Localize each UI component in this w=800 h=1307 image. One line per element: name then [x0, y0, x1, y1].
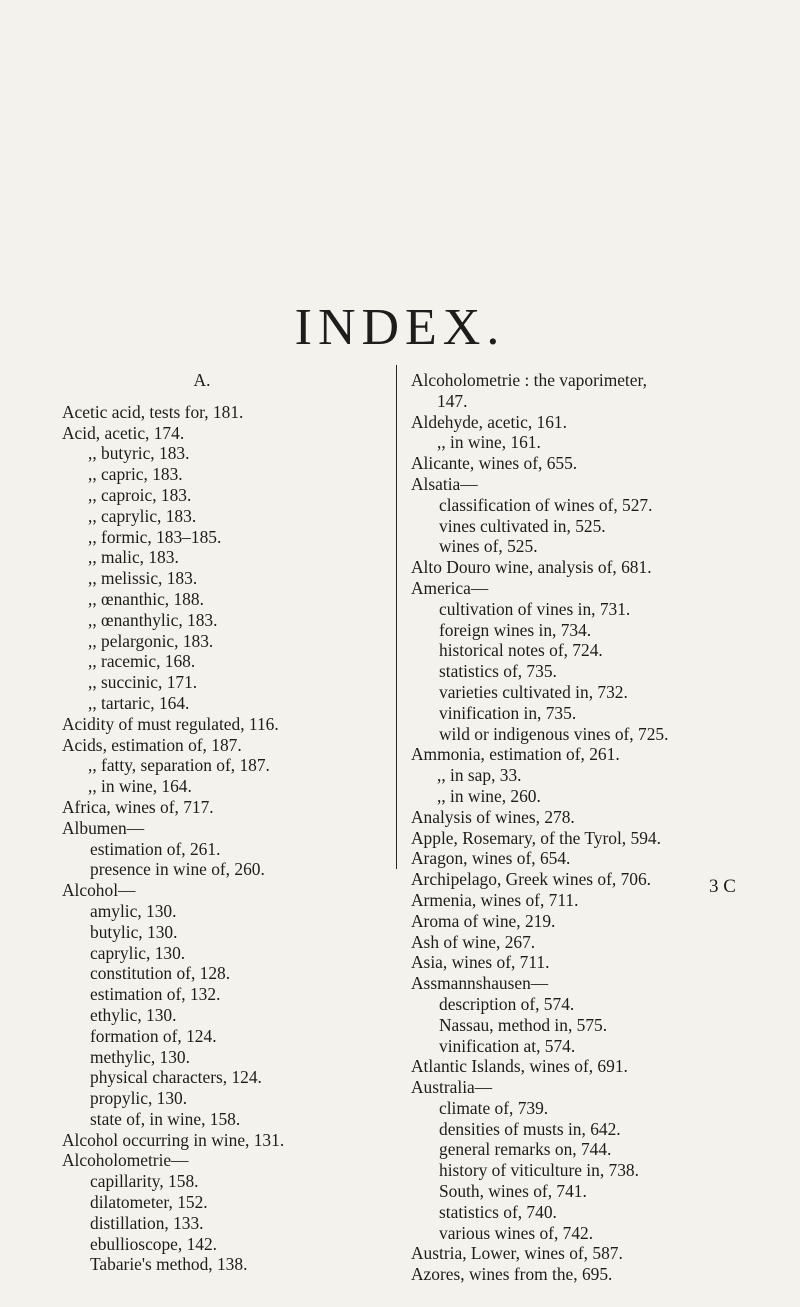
index-entry: Atlantic Islands, wines of, 691.: [411, 1056, 628, 1077]
index-entry: Analysis of wines, 278.: [411, 806, 575, 827]
index-entry: Aroma of wine, 219.: [411, 910, 556, 931]
index-entry: vinification at, 574.: [439, 1035, 576, 1056]
index-entry: ,, in wine, 164.: [88, 776, 192, 797]
index-entry: Apple, Rosemary, of the Tyrol, 594.: [411, 827, 661, 848]
index-entry: description of, 574.: [439, 993, 575, 1014]
index-entry: capillarity, 158.: [90, 1171, 199, 1192]
index-entry: wines of, 525.: [439, 536, 538, 557]
signature-mark: 3 C: [709, 876, 736, 897]
index-entry: estimation of, 261.: [90, 838, 221, 859]
index-entry: foreign wines in, 734.: [439, 619, 592, 640]
index-entry: Azores, wines from the, 695.: [411, 1264, 613, 1285]
index-entry: historical notes of, 724.: [439, 640, 603, 661]
index-entry: Acetic acid, tests for, 181.: [62, 401, 244, 422]
index-entry: distillation, 133.: [90, 1212, 204, 1233]
page-title: INDEX.: [294, 299, 506, 356]
index-entry: classification of wines of, 527.: [439, 494, 653, 515]
index-entry: Armenia, wines of, 711.: [411, 889, 579, 910]
section-letter: A.: [193, 370, 211, 390]
index-entry: Africa, wines of, 717.: [62, 796, 214, 817]
index-entry: ,, pelargonic, 183.: [88, 630, 214, 651]
index-entry: Asia, wines of, 711.: [411, 952, 550, 973]
index-entry: vinification in, 735.: [439, 702, 577, 723]
index-entry: ,, racemic, 168.: [88, 651, 196, 672]
index-entry: Alsatia—: [411, 473, 478, 494]
index-entry: cultivation of vines in, 731.: [439, 598, 631, 619]
index-entry: Ash of wine, 267.: [411, 931, 536, 952]
index-entry: ,, butyric, 183.: [88, 443, 190, 464]
index-entry: Albumen—: [62, 817, 145, 838]
index-entry: Acid, acetic, 174.: [62, 422, 185, 443]
index-entry: ,, in wine, 161.: [437, 432, 541, 453]
right-entries: [411, 370, 791, 1285]
index-entry: ,, formic, 183–185.: [88, 526, 222, 547]
index-entry: Acids, estimation of, 187.: [62, 734, 242, 755]
index-entry: ebullioscope, 142.: [90, 1233, 218, 1254]
column-divider: [396, 365, 397, 869]
index-entry: formation of, 124.: [90, 1025, 217, 1046]
index-entry: Australia—: [411, 1077, 493, 1098]
index-entry: Austria, Lower, wines of, 587.: [411, 1243, 623, 1264]
index-entry: ,, malic, 183.: [88, 547, 179, 568]
index-entry: general remarks on, 744.: [439, 1139, 612, 1160]
index-entry: Nassau, method in, 575.: [439, 1014, 608, 1035]
index-entry: state of, in wine, 158.: [90, 1108, 241, 1129]
left-entries: [62, 402, 382, 1275]
index-entry: various wines of, 742.: [439, 1222, 594, 1243]
index-entry: Alcohol—: [62, 880, 136, 901]
index-entry: ,, caproic, 183.: [88, 484, 192, 505]
index-entry: ,, œnanthic, 188.: [88, 588, 204, 609]
index-entry: ,, caprylic, 183.: [88, 505, 197, 526]
index-column-right: [411, 370, 791, 1285]
index-entry: ,, œnanthylic, 183.: [88, 609, 218, 630]
index-entry: Alcoholometrie : the vaporimeter,: [411, 370, 647, 390]
index-entry: dilatometer, 152.: [90, 1192, 208, 1213]
index-entry: Aragon, wines of, 654.: [411, 848, 571, 869]
index-entry: Alcoholometrie—: [62, 1150, 189, 1171]
index-entry: Alicante, wines of, 655.: [411, 453, 578, 474]
index-entry: methylic, 130.: [90, 1046, 190, 1067]
index-entry: Assmannshausen—: [411, 973, 549, 994]
index-entry: ,, tartaric, 164.: [88, 692, 190, 713]
index-entry: physical characters, 124.: [90, 1067, 262, 1088]
index-entry: South, wines of, 741.: [439, 1181, 587, 1202]
index-entry: Tabarie's method, 138.: [90, 1254, 248, 1275]
index-entry: Alto Douro wine, analysis of, 681.: [411, 557, 652, 578]
index-entry: climate of, 739.: [439, 1097, 549, 1118]
index-entry: ,, fatty, separation of, 187.: [88, 755, 270, 776]
index-entry: ,, in sap, 33.: [437, 765, 522, 786]
index-entry: 147.: [437, 390, 468, 411]
index-entry: constitution of, 128.: [90, 963, 231, 984]
index-entry: America—: [411, 577, 489, 598]
index-entry: Acidity of must regulated, 116.: [62, 713, 279, 734]
index-entry: ethylic, 130.: [90, 1004, 177, 1025]
index-entry: history of viticulture in, 738.: [439, 1160, 639, 1181]
index-column-left: [62, 370, 382, 1275]
index-entry: ,, succinic, 171.: [88, 672, 198, 693]
index-entry: densities of musts in, 642.: [439, 1118, 621, 1139]
index-entry: statistics of, 740.: [439, 1201, 557, 1222]
index-entry: varieties cultivated in, 732.: [439, 681, 628, 702]
index-entry: wild or indigenous vines of, 725.: [439, 723, 669, 744]
index-entry: butylic, 130.: [90, 921, 178, 942]
index-entry: statistics of, 735.: [439, 661, 557, 682]
index-entry: ,, in wine, 260.: [437, 785, 541, 806]
index-entry: vines cultivated in, 525.: [439, 515, 606, 536]
index-entry: caprylic, 130.: [90, 942, 186, 963]
index-entry: Aldehyde, acetic, 161.: [411, 411, 567, 432]
index-entry: presence in wine of, 260.: [90, 859, 265, 880]
index-entry: estimation of, 132.: [90, 984, 221, 1005]
index-entry: amylic, 130.: [90, 900, 177, 921]
index-entry: propylic, 130.: [90, 1088, 188, 1109]
index-entry: Archipelago, Greek wines of, 706.: [411, 869, 652, 890]
index-entry: ,, capric, 183.: [88, 464, 183, 485]
index-entry: ,, melissic, 183.: [88, 568, 198, 589]
index-entry: Alcohol occurring in wine, 131.: [62, 1129, 285, 1150]
index-entry: Ammonia, estimation of, 261.: [411, 744, 620, 765]
